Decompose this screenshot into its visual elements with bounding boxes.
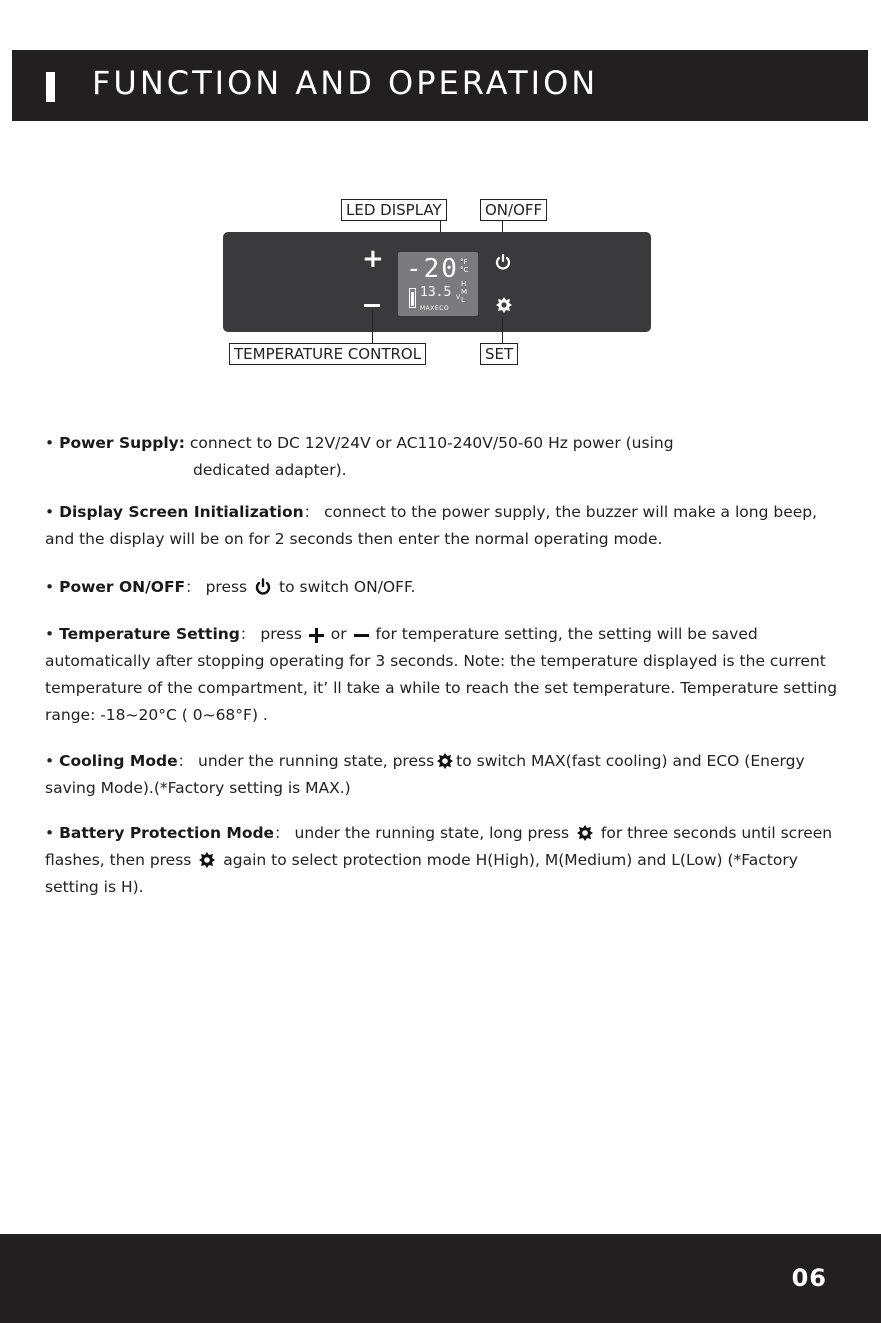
item-power-onoff: • Power ON/OFF： press to switch ON/OFF. xyxy=(45,578,416,596)
gear-icon xyxy=(198,851,216,869)
display-voltage-unit: V xyxy=(456,294,461,301)
label-set: SET xyxy=(480,343,518,365)
header-accent-mark xyxy=(46,72,55,102)
item-text: to switch MAX(fast cooling) and ECO (Energy saving Mode).(*Factory setting is MAX.) xyxy=(45,752,805,797)
item-text-continued: dedicated adapter). xyxy=(193,461,347,479)
separator: ： xyxy=(239,625,256,643)
header-bar xyxy=(12,50,868,121)
power-icon xyxy=(254,578,272,596)
item-text: to switch ON/OFF. xyxy=(279,578,416,596)
item-text: under the running state, press xyxy=(198,752,435,770)
minus-button[interactable] xyxy=(364,304,380,307)
item-text: or xyxy=(330,625,347,643)
plus-icon xyxy=(309,628,324,643)
display-protection-levels xyxy=(461,280,467,304)
level-high: H xyxy=(461,280,467,288)
item-text: connect to the power supply, the buzzer will make a long beep, and the display will be on for 2 seconds then enter the normal operating mode. xyxy=(45,503,818,548)
gear-icon xyxy=(436,752,454,770)
item-text: connect to DC 12V/24V or AC110-240V/50-60 Hz power (using xyxy=(189,434,674,452)
power-icon[interactable] xyxy=(494,253,512,271)
label-temperature-control: TEMPERATURE CONTROL xyxy=(229,343,426,365)
label-on-off: ON/OFF xyxy=(480,199,547,221)
page-title: FUNCTION AND OPERATION xyxy=(92,64,599,102)
item-temperature-setting: • Temperature Setting： press or for temperature setting, the setting will be saved automatically after stopping operating for 3 seconds. Note: the temperature displayed is the current temperature of the compartment, it’ ll take a while to reach the set temperature. Temperature setting range: -18~20°C ( 0~68°F) . xyxy=(45,625,838,724)
separator: ： xyxy=(177,752,194,770)
gear-icon[interactable] xyxy=(495,296,513,314)
item-title: Power Supply: xyxy=(59,434,185,452)
gear-icon xyxy=(576,824,594,842)
footer-bar xyxy=(0,1234,881,1323)
unit-fahrenheit: °F xyxy=(460,258,468,266)
display-mode: MAXECO xyxy=(420,305,450,312)
leader-line xyxy=(372,310,373,343)
level-low: L xyxy=(461,296,465,304)
separator: ： xyxy=(274,824,290,842)
item-text: under the running state, long press xyxy=(294,824,570,842)
separator: ： xyxy=(185,578,201,596)
item-title: Battery Protection Mode xyxy=(59,824,275,842)
item-title: Cooling Mode xyxy=(59,752,178,770)
separator: ： xyxy=(303,503,320,521)
display-temperature-units xyxy=(460,258,468,274)
battery-icon xyxy=(409,288,416,308)
item-text: press xyxy=(260,625,302,643)
item-title: Power ON/OFF xyxy=(59,578,186,596)
minus-icon xyxy=(354,628,369,643)
display-voltage: 13.5 xyxy=(420,285,452,300)
leader-line xyxy=(502,318,503,343)
item-power-supply: • Power Supply: connect to DC 12V/24V or AC110-240V/50-60 Hz power (using dedicated adapter). xyxy=(45,430,845,484)
item-title: Display Screen Initialization xyxy=(59,503,304,521)
item-text: for three seconds until screen flashes, then press xyxy=(45,824,833,869)
level-medium: M xyxy=(461,288,468,296)
item-text: for temperature setting, the setting will be saved automatically after stopping operating for 3 seconds. Note: the temperature displayed is the current temperature of the compartment, it’ ll take a while to reach the set temperature. Temperature setting range: -18~20°C ( 0~68°F) . xyxy=(45,625,838,724)
item-cooling-mode: • Cooling Mode： under the running state, press to switch MAX(fast cooling) and ECO (Energy saving Mode).(*Factory setting is MAX.) xyxy=(45,752,805,797)
control-panel xyxy=(223,232,651,332)
label-led-display: LED DISPLAY xyxy=(341,199,447,221)
item-battery-protection: • Battery Protection Mode： under the running state, long press for three seconds until screen flashes, then press again to select protection mode H(High), M(Medium) and L(Low) (*Factory setting is H). xyxy=(45,824,833,896)
item-text: press xyxy=(205,578,248,596)
page-number: 06 xyxy=(791,1264,827,1292)
item-text: again to select protection mode H(High), M(Medium) and L(Low) (*Factory setting is H). xyxy=(45,851,798,896)
item-display-init: • Display Screen Initialization： connect to the power supply, the buzzer will make a long beep, and the display will be on for 2 seconds then enter the normal operating mode. xyxy=(45,503,818,548)
item-title: Temperature Setting xyxy=(59,625,240,643)
unit-celsius: °C xyxy=(460,266,469,274)
display-temperature: -20 xyxy=(406,254,459,284)
plus-button[interactable]: + xyxy=(362,244,384,274)
led-display xyxy=(398,252,478,316)
